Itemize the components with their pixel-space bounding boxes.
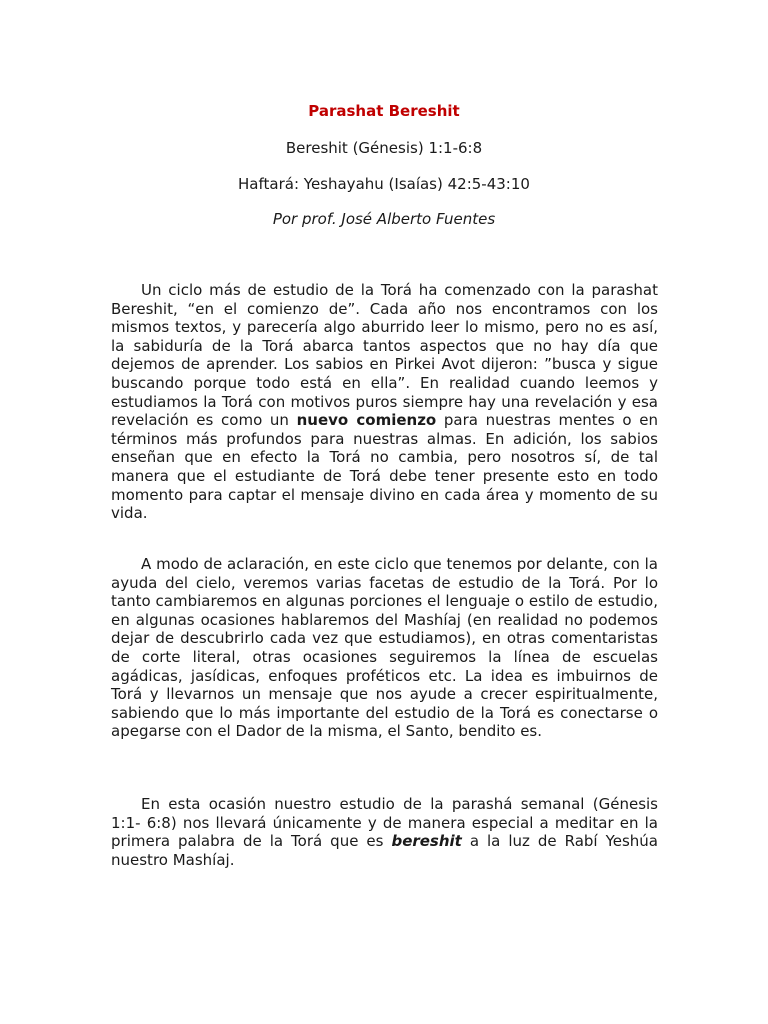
document-title: Parashat Bereshit [308, 102, 460, 120]
paragraph-3-text-a: En esta ocasión nuestro estudio de la parashá semanal (Génesis 1:1- 6:8) nos llevará únicamente y de manera especial a meditar en la primera palabra de la Torá que es [111, 795, 658, 851]
paragraph-1-text-a: Un ciclo más de estudio de la Torá ha comenzado con la parashat Bereshit, “en el comienzo de”. Cada año nos encontramos con los mismos textos, y parecería algo aburrido leer lo mismo, pero no es así, la sabiduría de la Torá abarca tantos aspectos que no hay día que dejemos de aprender. Los sabios en Pirkei Avot dijeron: ”busca y sigue buscando porque todo está en ella”. En realidad cuando leemos y estudiamos la Torá con motivos puros siempre hay una revelación y esa revelación es como un [111, 281, 658, 430]
haftara-reference: Haftará: Yeshayahu (Isaías) 42:5-43:10 [238, 175, 530, 193]
paragraph-1-text-b: para nuestras mentes o en términos más profundos para nuestras almas. En adición, los sabios enseñan que en efecto la Torá no cambia, pero nosotros sí, de tal manera que el estudiante de Torá debe tener presente esto en todo momento para captar el mensaje divino en cada área y momento de su vida. [111, 411, 658, 523]
reading-reference: Bereshit (Génesis) 1:1-6:8 [285, 139, 483, 157]
paragraph-1-bold-phrase: nuevo comienzo [296, 411, 437, 430]
paragraph-2-text: A modo de aclaración, en este ciclo que tenemos por delante, con la ayuda del cielo, veremos varias facetas de estudio de la Torá. Por lo tanto cambiaremos en algunas porciones el lenguaje o estilo de estudio, en algunas ocasiones hablaremos del Mashíaj (en realidad no podemos dejar de descubrirlo cada vez que estudiamos), en otras comentaristas de corte literal, otras ocasiones seguiremos la línea de escuelas agádicas, jasídicas, enfoques proféticos etc. La idea es imbuirnos de Torá y llevarnos un mensaje que nos ayude a crecer espiritualmente, sabiendo que lo más importante del estudio de la Torá es conectarse o apegarse con el Dador de la misma, el Santo, bendito es. [111, 555, 658, 741]
paragraph-1 [111, 281, 658, 523]
paragraph-3 [111, 795, 658, 869]
paragraph-2 [111, 555, 658, 741]
paragraph-3-bold-italic-word: bereshit [391, 832, 462, 851]
author-line: Por prof. José Alberto Fuentes [272, 210, 496, 228]
paragraph-3-text-b: a la luz de Rabí Yeshúa nuestro Mashíaj. [111, 832, 658, 869]
